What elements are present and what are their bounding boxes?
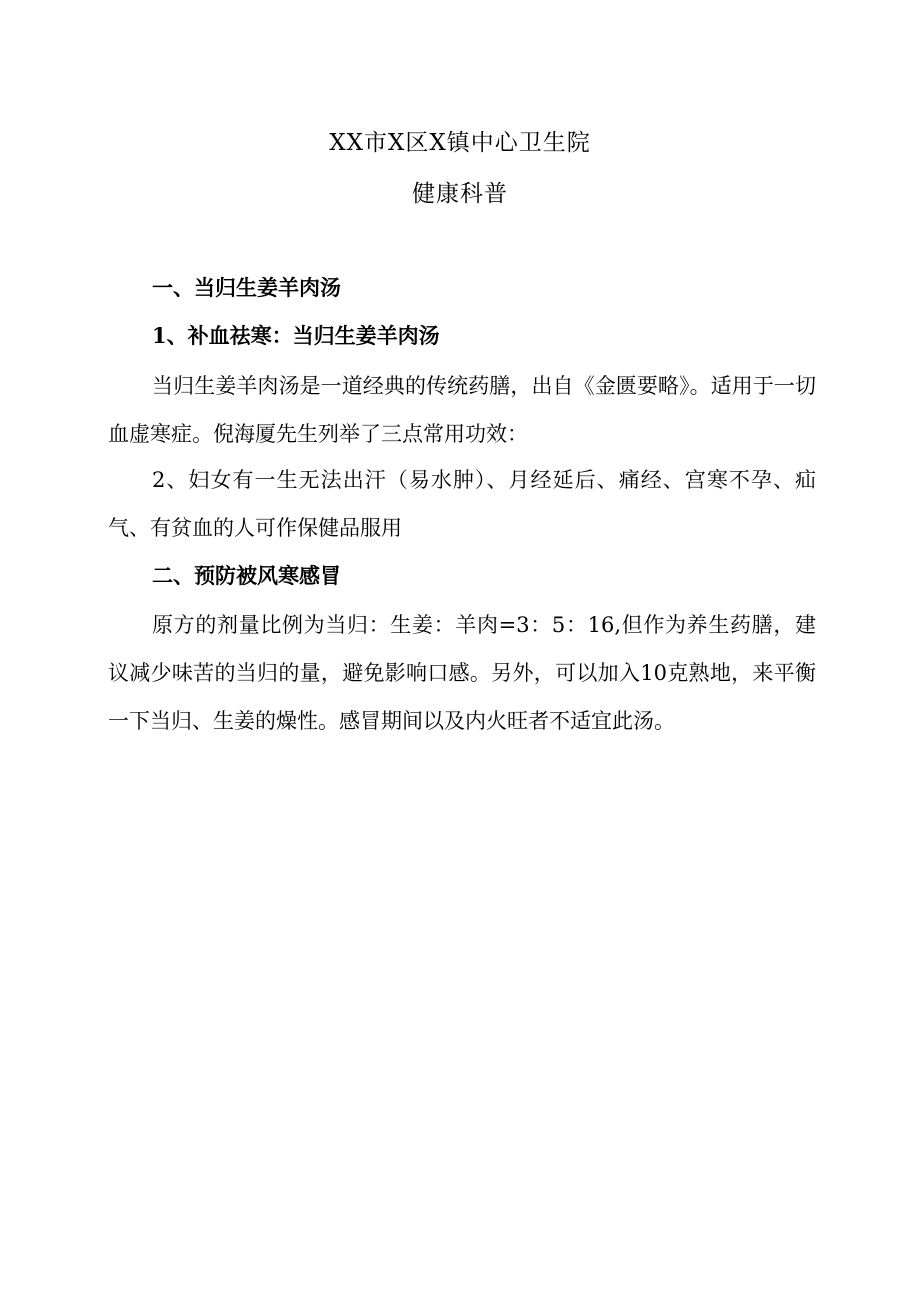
paragraph-dosage-ratio: 原方的剂量比例为当归：生姜：羊肉=3：5：16,但作为养生药膳，建议减少味苦的当归的量，避免影响口感。另外，可以加入10克熟地，来平衡一下当归、生姜的燥性。感冒期间以及内火旺者不适宜此汤。: [108, 613, 816, 733]
paragraph-lamb-soup-intro: 当归生姜羊肉汤是一道经典的传统药膳，出自《金匮要略》。适用于一切血虚寒症。倪海厦先生列举了三点常用功效：: [108, 374, 816, 446]
paragraph-women-health: 2、妇女有一生无法出汗（易水肿）、月经延后、痛经、宫寒不孕、疝气、有贫血的人可作保健品服用: [108, 468, 816, 540]
section-heading-prevent-cold: 二、预防被风寒感冒: [152, 563, 341, 588]
organization-title: XX市X区X镇中心卫生院: [329, 130, 591, 156]
document-subtitle: 健康科普: [412, 181, 508, 207]
subsection-heading-nourish-blood: 1、补血祛寒：当归生姜羊肉汤: [152, 323, 440, 348]
section-heading-lamb-soup: 一、当归生姜羊肉汤: [152, 275, 341, 300]
